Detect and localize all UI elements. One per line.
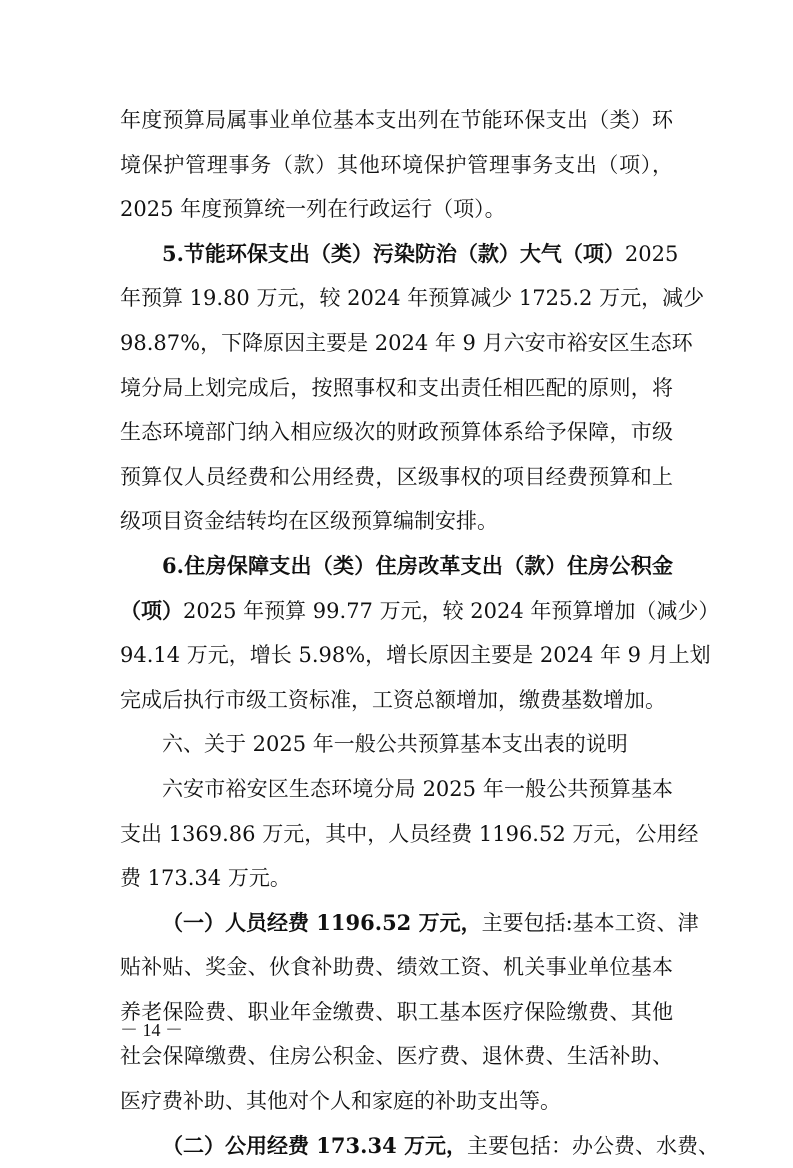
text-line: 医疗费补助、其他对个人和家庭的补助支出等。 bbox=[120, 1089, 561, 1114]
text-line: 预算仅人员经费和公用经费，区级事权的项目经费预算和上 bbox=[120, 464, 673, 489]
item-6-heading: 6.住房保障支出（类）住房改革支出（款）住房公积金 bbox=[162, 552, 673, 578]
text-line: 境保护管理事务（款）其他环境保护管理事务支出（项）， bbox=[120, 152, 673, 177]
page-number: － 14 － bbox=[120, 1020, 183, 1040]
text-line: 支出 1369.86 万元，其中，人员经费 1196.52 万元，公用经 bbox=[120, 821, 699, 846]
text-line: 级项目资金结转均在区级预算编制安排。 bbox=[120, 509, 498, 534]
text-line: 社会保障缴费、住房公积金、医疗费、退休费、生活补助、 bbox=[120, 1044, 673, 1069]
text-line: 年度预算局属事业单位基本支出列在节能环保支出（类）环 bbox=[120, 108, 673, 132]
paragraph-line bbox=[120, 589, 720, 634]
text-line: 养老保险费、职业年金缴费、职工基本医疗保险缴费、其他 bbox=[120, 999, 673, 1024]
personnel-heading: （一）人员经费 1196.52 万元， bbox=[162, 909, 482, 935]
text-line: 贴补贴、奖金、伙食补助费、绩效工资、机关事业单位基本 bbox=[120, 955, 673, 980]
item-6-heading-cont: （项） bbox=[120, 597, 183, 623]
text-span: 2025 年预算 99.77 万元，较 2024 年预算增加（减少） bbox=[183, 598, 720, 623]
text-line: 六安市裕安区生态环境分局 2025 年一般公共预算基本 bbox=[162, 776, 673, 801]
text-line: 完成后执行市级工资标准，工资总额增加，缴费基数增加。 bbox=[120, 687, 666, 712]
text-line: 94.14 万元，增长 5.98%，增长原因主要是 2024 年 9 月上划 bbox=[120, 643, 711, 668]
text-line: 2025 年度预算统一列在行政运行（项）。 bbox=[120, 197, 506, 222]
paragraph-first-line bbox=[120, 901, 699, 946]
text-line: 境分局上划完成后，按照事权和支出责任相匹配的原则，将 bbox=[120, 375, 673, 400]
section-heading: 六、关于 2025 年一般公共预算基本支出表的说明 bbox=[162, 732, 628, 757]
text-line: 年预算 19.80 万元，较 2024 年预算减少 1725.2 万元，减少 bbox=[120, 286, 705, 311]
body-text bbox=[120, 98, 720, 1168]
item-5-heading: 5.节能环保支出（类）污染防治（款）大气（项） bbox=[162, 240, 625, 266]
text-span: 2025 bbox=[624, 241, 679, 266]
text-line: 费 173.34 万元。 bbox=[120, 866, 291, 891]
public-heading: （二）公用经费 173.34 万元， bbox=[162, 1132, 467, 1158]
text-span: 主要包括：办公费、水费、 bbox=[467, 1133, 719, 1158]
text-line: 生态环境部门纳入相应级次的财政预算体系给予保障，市级 bbox=[120, 420, 673, 445]
text-span: 主要包括:基本工资、津 bbox=[481, 910, 699, 935]
paragraph-first-line bbox=[120, 1124, 719, 1168]
paragraph-first-line bbox=[120, 232, 679, 277]
text-line: 98.87%，下降原因主要是 2024 年 9 月六安市裕安区生态环 bbox=[120, 330, 693, 355]
